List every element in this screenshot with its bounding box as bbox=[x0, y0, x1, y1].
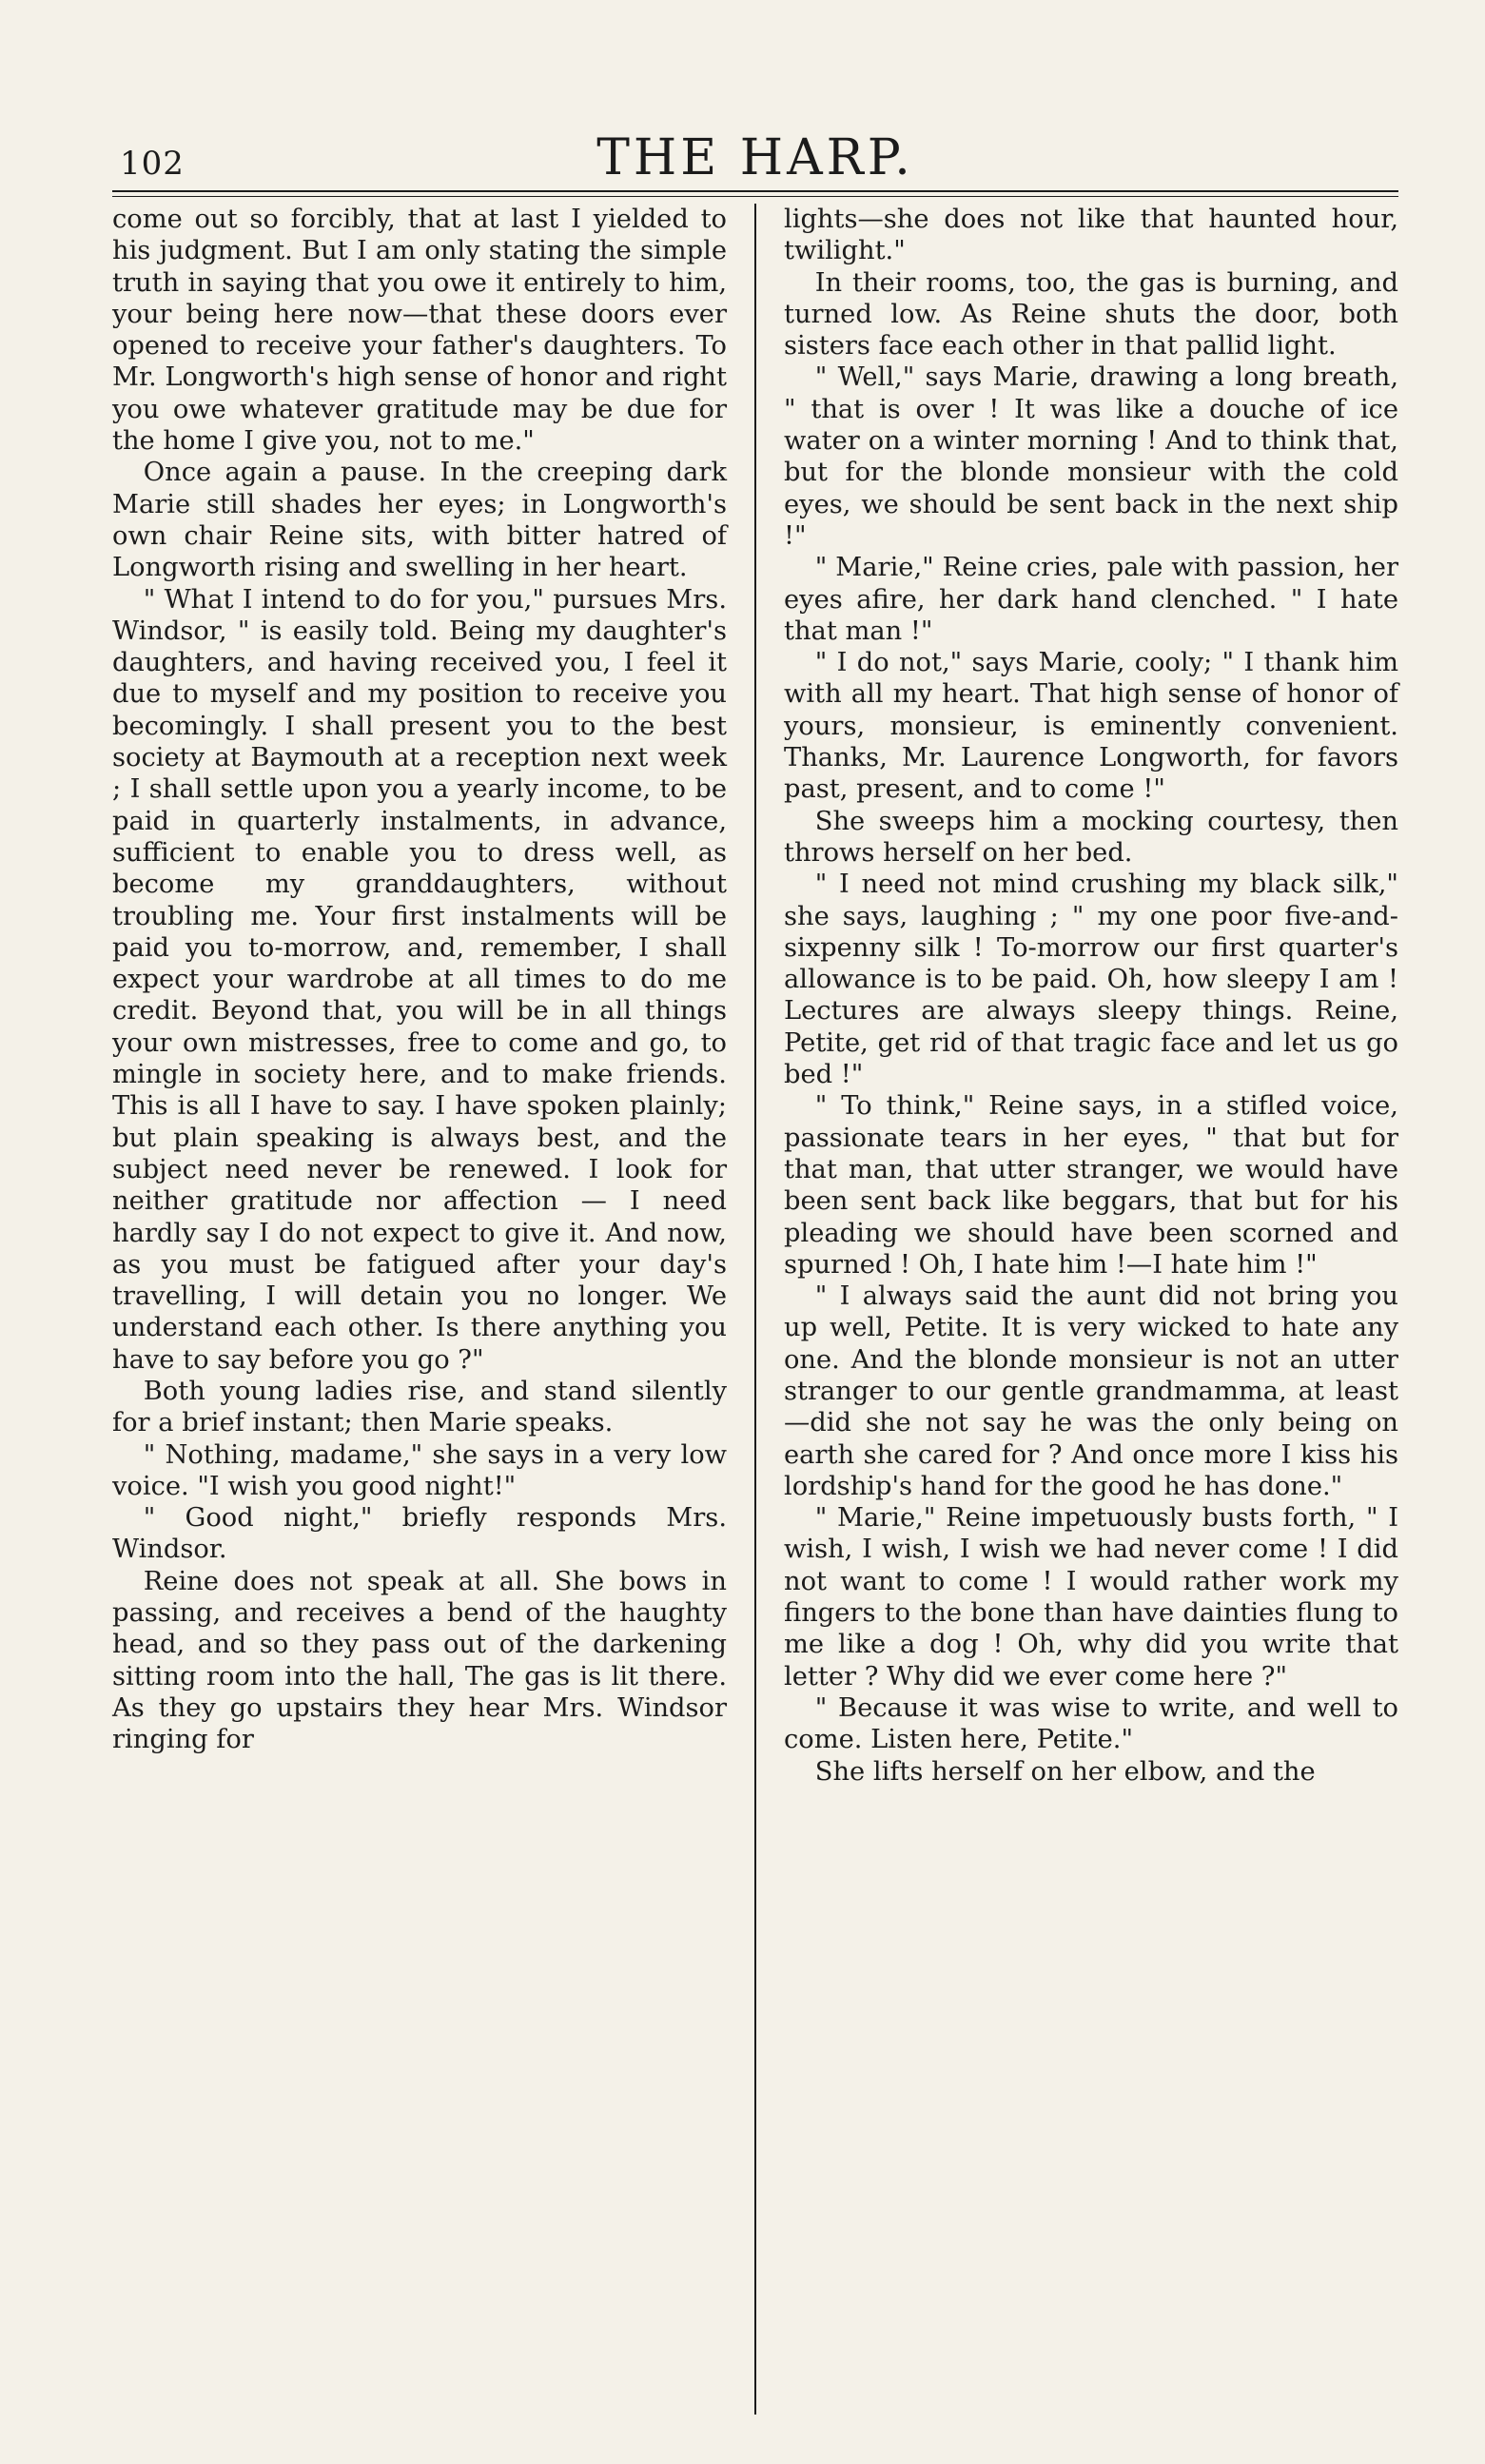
header-rule-thin bbox=[112, 196, 1398, 197]
header-rule bbox=[112, 190, 1398, 192]
page-number: 102 bbox=[120, 145, 185, 183]
paragraph: " Good night," briefly responds Mrs. Windsor. bbox=[112, 1503, 727, 1565]
paragraph: " Marie," Reine impetuously busts forth, " I wish, I wish, I wish we had never come ! I did not want to come ! I would rather work my fingers to the bone than have dainties flung to me like a dog ! Oh, why did you write that letter ? Why did we ever come here ?" bbox=[784, 1503, 1398, 1692]
page-header bbox=[112, 112, 1398, 204]
running-title: THE HARP. bbox=[596, 129, 914, 186]
paragraph: " I do not," says Marie, cooly; " I thank him with all my heart. That high sense of honor of yours, monsieur, is eminently convenient. Thanks, Mr. Laurence Longworth, for favors past, present, and to come !" bbox=[784, 648, 1398, 805]
right-column bbox=[771, 204, 1398, 2415]
paragraph: " Because it was wise to write, and well to come. Listen here, Petite." bbox=[784, 1692, 1398, 1755]
page bbox=[112, 112, 1398, 2415]
paragraph: " Nothing, madame," she says in a very low voice. "I wish you good night!" bbox=[112, 1439, 727, 1501]
paragraph: Both young ladies rise, and stand silently for a brief instant; then Marie speaks. bbox=[112, 1376, 727, 1438]
paragraph: Reine does not speak at all. She bows in passing, and receives a bend of the haughty head, and so they pass out of the darkening sitting room into the hall, The gas is lit there. As they go upstairs they hear Mrs. Windsor ringing for bbox=[112, 1566, 727, 1755]
paragraph: " To think," Reine says, in a stifled voice, passionate tears in her eyes, " that but for that man, that utter stranger, we would have been sent back like beggars, that but for his pleading we should have been scorned and spurned ! Oh, I hate him !—I hate him !" bbox=[784, 1091, 1398, 1280]
paragraph: lights—she does not like that haunted hour, twilight." bbox=[784, 205, 1398, 266]
paragraph: " Marie," Reine cries, pale with passion, her eyes afire, her dark hand clenched. " I hate that man !" bbox=[784, 553, 1398, 646]
paragraph: Once again a pause. In the creeping dark Marie still shades her eyes; in Longworth's own chair Reine sits, with bitter hatred of Longworth rising and swelling in her heart. bbox=[112, 458, 727, 583]
paragraph: " I need not mind crushing my black silk," she says, laughing ; " my one poor five-and-sixpenny silk ! To-morrow our first quarter's allowance is to be paid. Oh, how sleepy I am ! Lectures are always sleepy things. Reine, Petite, get rid of that tragic face and let us go bed !" bbox=[784, 870, 1398, 1090]
left-column bbox=[112, 204, 740, 2415]
paragraph: " Well," says Marie, drawing a long breath, " that is over ! It was like a douche of ice water on a winter morning ! And to think that, but for the blonde monsieur with the cold eyes, we should be sent back in the next ship !" bbox=[784, 362, 1398, 551]
text-columns bbox=[112, 204, 1398, 2415]
paragraph: " I always said the aunt did not bring you up well, Petite. It is very wicked to hate any one. And the blonde monsieur is not an utter stranger to our gentle grandmamma, at least—did she not say he was the only being on earth she cared for ? And once more I kiss his lordship's hand for the good he has done." bbox=[784, 1281, 1398, 1501]
column-divider bbox=[754, 204, 756, 2415]
paragraph: In their rooms, too, the gas is burning, and turned low. As Reine shuts the door, both sisters face each other in that pallid light. bbox=[784, 267, 1398, 362]
paragraph: " What I intend to do for you," pursues Mrs. Windsor, " is easily told. Being my daughter's daughters, and having received you, I feel it due to myself and my position to receive you becomingly. I shall present you to the best society at Baymouth at a reception next week ; I shall settle upon you a yearly income, to be paid in quarterly instalments, in advance, sufficient to enable you to dress well, as become my granddaughters, without troubling me. Your first instalments will be paid you to-morrow, and, remember, I shall expect your wardrobe at all times to do me credit. Beyond that, you will be in all things your own mistresses, free to come and go, to mingle in society here, and to make friends. This is all I have to say. I have spoken plainly; but plain speaking is always best, and the subject need never be renewed. I look for neither gratitude nor affection — I need hardly say I do not expect to give it. And now, as you must be fatigued after your day's travelling, I will detain you no longer. We understand each other. Is there anything you have to say before you go ?" bbox=[112, 584, 727, 1375]
paragraph: She lifts herself on her elbow, and the bbox=[814, 1756, 1316, 1787]
paragraph: She sweeps him a mocking courtesy, then throws herself on her bed. bbox=[784, 806, 1398, 868]
paragraph: come out so forcibly, that at last I yielded to his judgment. But I am only stating the simple truth in saying that you owe it entirely to him, your being here now—that these doors ever opened to receive your father's daughters. To Mr. Longworth's high sense of honor and right you owe whatever gratitude may be due for the home I give you, not to me." bbox=[112, 205, 727, 457]
